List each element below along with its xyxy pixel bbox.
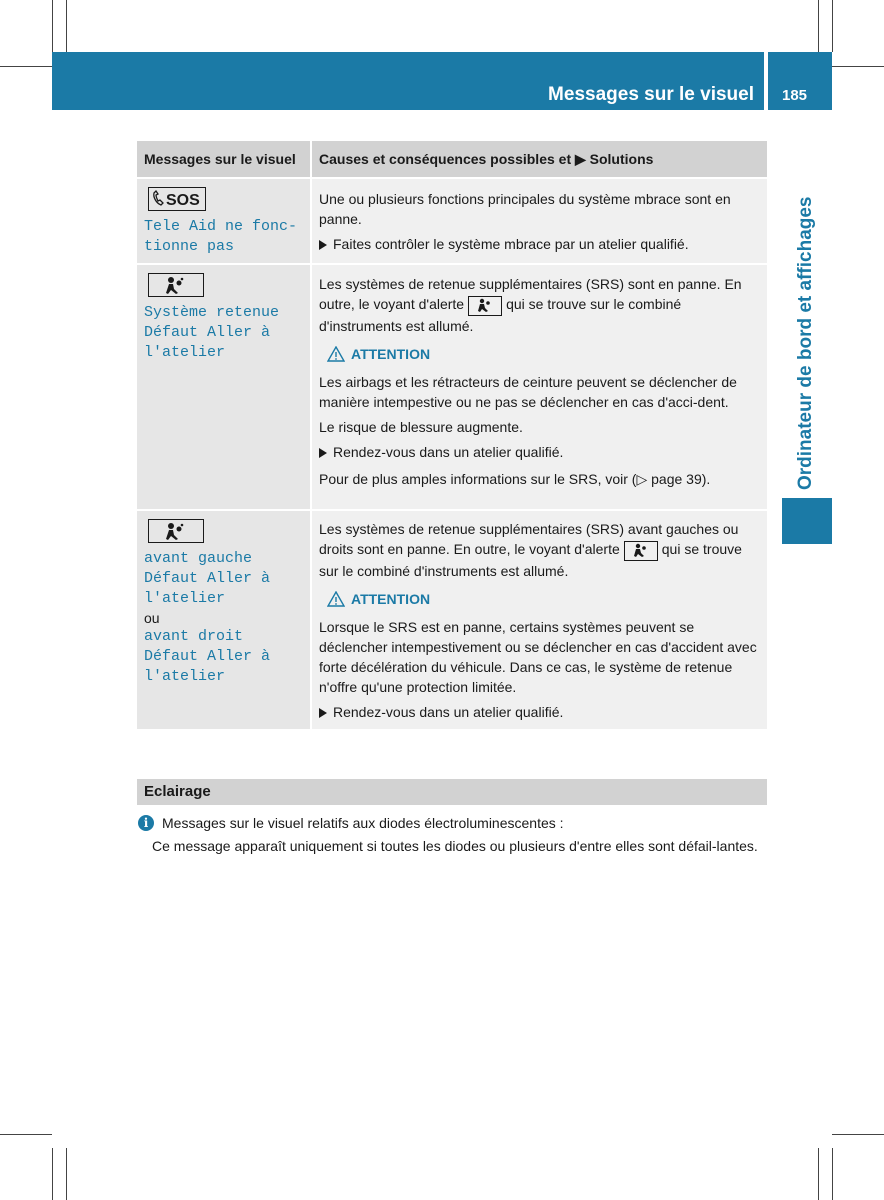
warning-triangle-icon — [327, 591, 345, 607]
crop-mark — [832, 0, 833, 52]
table-row — [137, 265, 767, 509]
bullet-arrow-icon — [319, 708, 327, 718]
or-text: ou — [144, 610, 160, 626]
info-note — [138, 813, 564, 833]
crop-mark — [0, 1134, 52, 1135]
messages-table — [137, 141, 767, 729]
message-text: Tele Aid ne fonc- tionne pas — [144, 218, 298, 255]
airbag-warning-icon — [148, 273, 204, 297]
info-icon: i — [138, 815, 154, 831]
section-heading-bar — [137, 779, 767, 805]
phone-sos-icon — [148, 187, 206, 211]
crop-mark — [66, 0, 67, 52]
table-header-row — [137, 141, 767, 177]
message-text: avant droit Défaut Aller à l'atelier — [144, 628, 271, 685]
chapter-tab-label: Ordinateur de bord et affichages — [795, 196, 816, 490]
section-title: Eclairage — [144, 783, 211, 800]
solution-text: Rendez-vous dans un atelier qualifié. — [333, 704, 564, 720]
message-text: avant gauche Défaut Aller à l'atelier — [144, 550, 271, 607]
bullet-arrow-icon — [319, 240, 327, 250]
svg-text:SOS: SOS — [166, 192, 200, 209]
crop-mark — [818, 1148, 819, 1200]
crop-mark — [818, 0, 819, 52]
warning-triangle-icon — [327, 346, 345, 362]
page-header — [52, 52, 764, 110]
crop-mark — [0, 66, 52, 67]
solution-text: Faites contrôler le système mbrace par un atelier qualifié. — [333, 236, 689, 252]
crop-mark — [832, 1148, 833, 1200]
warning-heading: ATTENTION — [327, 589, 759, 609]
bullet-arrow-icon — [319, 448, 327, 458]
page-number: 185 — [782, 87, 808, 104]
airbag-warning-icon — [624, 541, 658, 561]
col-header-causes: Causes et conséquences possibles et ▶ Solutions — [310, 141, 767, 177]
page-title: Messages sur le visuel — [548, 84, 754, 105]
warning-heading: ATTENTION — [327, 344, 759, 364]
info-paragraph: Ce message apparaît uniquement si toutes les diodes ou plusieurs d'entre elles sont défail-lantes. — [152, 838, 758, 854]
cause-text: Les systèmes de retenue supplémentaires (SRS) avant gauches ou droits sont en panne. En outre, le voyant d'alerte qui se trouve sur le combiné d'instruments est allumé. — [319, 521, 742, 579]
chapter-tab-marker — [782, 498, 832, 544]
crop-mark — [832, 1134, 884, 1135]
warning-text: Le risque de blessure augmente. — [319, 419, 523, 435]
cause-text: Les systèmes de retenue supplémentaires (SRS) sont en panne. En outre, le voyant d'alerte qui se trouve sur le combiné d'instruments est allumé. — [319, 276, 742, 334]
warning-text: Les airbags et les rétracteurs de ceinture peuvent se déclencher de manière intempestive ou ne pas se déclencher en cas d'acci-dent. — [319, 374, 737, 410]
cause-text: Une ou plusieurs fonctions principales du système mbrace sont en panne. — [319, 191, 731, 227]
crop-mark — [52, 0, 53, 52]
reference-text[interactable]: Pour de plus amples informations sur le SRS, voir (▷ page 39). — [319, 471, 711, 487]
col-header-messages: Messages sur le visuel — [137, 141, 310, 177]
table-row — [137, 511, 767, 729]
crop-mark — [832, 66, 884, 67]
crop-mark — [66, 1148, 67, 1200]
table-row — [137, 179, 767, 263]
solution-text: Rendez-vous dans un atelier qualifié. — [333, 444, 564, 460]
message-text: Système retenue Défaut Aller à l'atelier — [144, 304, 280, 361]
info-note-text: Messages sur le visuel relatifs aux diodes électroluminescentes : — [162, 815, 564, 831]
airbag-warning-icon — [468, 296, 502, 316]
crop-mark — [52, 1148, 53, 1200]
warning-text: Lorsque le SRS est en panne, certains systèmes peuvent se déclencher intempestivement ou se déclencher en cas d'accident avec forte décélération du véhicule. Dans ce cas, le système de retenue n'offre qu'une protection limitée. — [319, 619, 757, 695]
airbag-warning-icon — [148, 519, 204, 543]
page-number-box — [768, 52, 832, 110]
